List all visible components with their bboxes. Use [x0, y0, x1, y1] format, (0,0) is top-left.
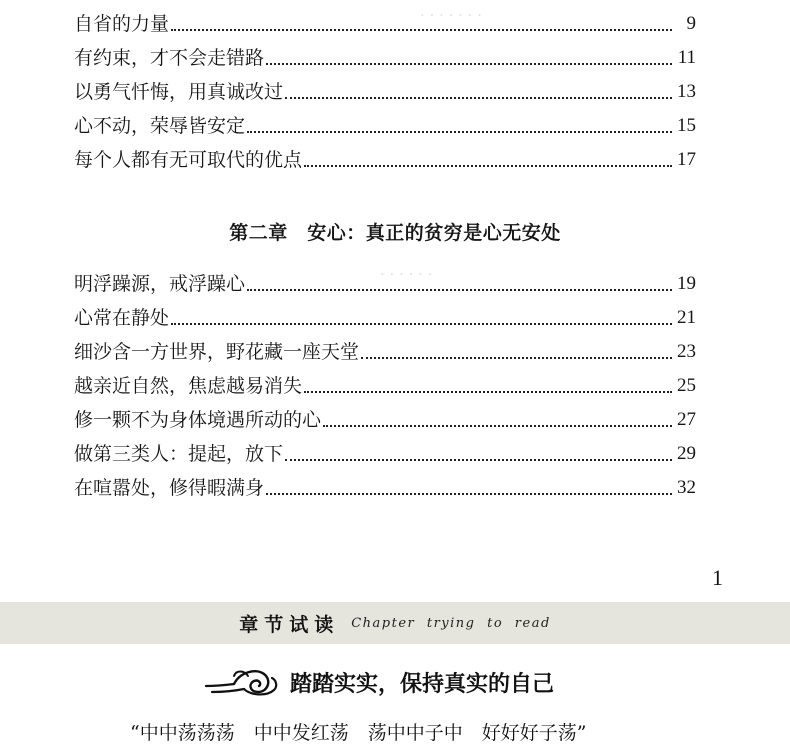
banner-title-en: Chapter trying to read	[351, 615, 551, 631]
toc-entry-title: 心不动，荣辱皆安定	[74, 115, 246, 137]
toc-entry[interactable]	[74, 6, 696, 36]
toc-entry-page: 19	[677, 273, 696, 294]
toc-entry-page: 23	[677, 341, 696, 362]
toc-entry-page: 27	[677, 409, 696, 430]
leader-dots	[247, 288, 672, 291]
toc-entry-title: 越亲近自然，焦虑越易消失	[74, 375, 303, 397]
toc-entry-title: 明浮躁源，戒浮躁心	[74, 273, 246, 295]
leader-dots	[171, 28, 672, 31]
toc-entry[interactable]	[74, 266, 696, 296]
banner-title-cn: 章节试读	[239, 613, 340, 636]
leader-dots	[304, 164, 672, 167]
chapter-preview-banner	[0, 602, 790, 644]
chapter-heading: 第二章 安心：真正的贫穷是心无安处	[229, 222, 561, 244]
bleed-through-text: · · · · · · ·	[420, 6, 482, 24]
leader-dots	[247, 130, 672, 133]
bleed-through-text: · · · · · ·	[380, 265, 433, 283]
toc-entry-title: 做第三类人：提起，放下	[74, 443, 284, 465]
leader-dots	[361, 356, 672, 359]
toc-entry-title: 以勇气忏悔，用真诚改过	[74, 81, 284, 103]
toc-entry-page: 13	[677, 81, 696, 102]
toc-entry-page: 25	[677, 375, 696, 396]
toc-entry-title: 修一颗不为身体境遇所动的心	[74, 409, 322, 431]
toc-entry-title: 自省的力量	[74, 13, 170, 35]
leader-dots	[171, 322, 672, 325]
toc-entry[interactable]	[74, 334, 696, 364]
leader-dots	[304, 390, 672, 393]
section-title	[204, 664, 554, 700]
leader-dots	[266, 492, 672, 495]
toc-entry-page: 15	[677, 115, 696, 136]
toc-entry[interactable]	[74, 142, 696, 172]
toc-entry[interactable]	[74, 300, 696, 330]
toc-entry-title: 细沙含一方世界，野花藏一座天堂	[74, 341, 360, 363]
toc-entry[interactable]	[74, 108, 696, 138]
leader-dots	[323, 424, 672, 427]
leader-dots	[285, 96, 672, 99]
toc-entry-page: 17	[677, 149, 696, 170]
page-number: 1	[712, 565, 723, 590]
leader-dots	[266, 62, 672, 65]
toc-entry[interactable]	[74, 74, 696, 104]
cloud-ornament-icon	[204, 664, 278, 700]
toc-entry-title: 每个人都有无可取代的优点	[74, 149, 303, 171]
toc-entry[interactable]	[74, 470, 696, 500]
toc-entry-title: 心常在静处	[74, 307, 170, 329]
toc-entry-page: 29	[677, 443, 696, 464]
toc-entry-title: 在喧嚣处，修得暇满身	[74, 477, 265, 499]
toc-entry[interactable]	[74, 436, 696, 466]
toc-entry[interactable]	[74, 40, 696, 70]
body-text-cut-line: “中中荡荡荡 中中发红荡 荡中中子中 好好好子荡”	[130, 722, 587, 744]
toc-entry-page: 32	[677, 477, 696, 498]
toc-entry[interactable]	[74, 368, 696, 398]
toc-entry-title: 有约束，才不会走错路	[74, 47, 265, 69]
toc-entry-page: 11	[677, 47, 696, 68]
toc-entry-page: 9	[686, 13, 696, 34]
section-title-text: 踏踏实实，保持真实的自己	[290, 671, 555, 697]
toc-entry[interactable]	[74, 402, 696, 432]
leader-dots	[285, 458, 672, 461]
toc-entry-page: 21	[677, 307, 696, 328]
